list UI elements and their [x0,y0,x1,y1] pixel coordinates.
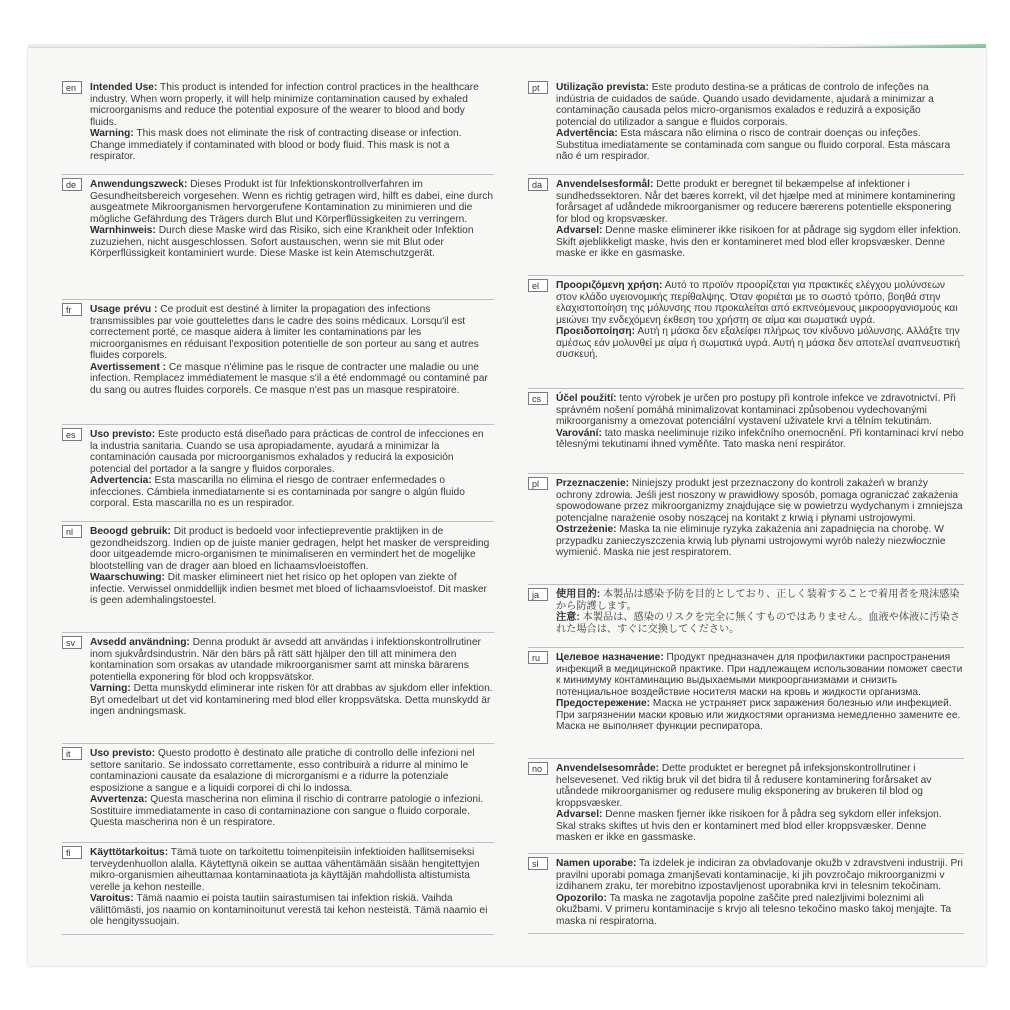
language-entry [62,845,494,935]
intended-use-body: Ta izdelek je indiciran za obvladovanje okužb v zdravstveni industriji. Pri pravilni uporabi pomaga zmanjševati kontaminacije, ki jih povzročajo mikroorganizmi v izdihanem zraku, ter morebitno izpostavljenost uporabnika krvi in telesnim tekočinam. [556,858,963,892]
warning-heading: Advertencia: [90,475,152,486]
language-entry [528,856,964,934]
warning-body: Maska ta nie eliminuje ryzyka zakażenia ani zapadnięcia na chorobę. W przypadku zanieczyszczenia krwią lub płynami ustrojowymi wyrób należy niezwłocznie wymienić. Maska nie jest respiratorem. [556,524,946,558]
intended-use-body: Este produto destina-se a práticas de controlo de infeções na indústria de cuidados de saúde. Quando usado devidamente, ajudará a minimizar a contaminação causada pelos micro-organismos exalados e reduzirá a exposição potencial do utilizador a sangue e fluidos corporais. [556,82,934,128]
warning-body: Detta munskydd eliminerar inte risken för att drabbas av sjukdom eller infektion. Byt omedelbart ut det vid kontaminering med blod eller kroppsvätska. Detta munskydd är ingen andningsmask. [90,683,493,717]
intended-use-body: Este producto está diseñado para prácticas de control de infecciones en la industria sanitaria. Cuando se usa apropiadamente, ayudará a minimizar la contaminación causada por microorganismos exhalados y reducirá la exposición potencial del portador a la sangre y fluidos corporales. [90,429,484,475]
intended-use-heading: Utilização prevista: [556,82,649,93]
warning-body: Ta maska ne zagotavlja popolne zaščite pred nalezljivimi boleznimi ali okužbami. V primeru kontaminacije s krvjo ali telesno tekočino masko takoj menjajte. Ta maska ni respiratorna. [556,892,952,927]
warning-body: Durch diese Maske wird das Risiko, sich eine Krankheit oder Infektion zuzuziehen, nicht ausgeschlossen. Sofort austauschen, wenn sie mit Blut oder Körperflüssigkeit kontaminiert wurde. Diese Maske ist kein Atemschutzgerät. [90,225,474,259]
language-text [90,302,494,402]
language-code-badge: sl [528,857,548,870]
warning-heading: Waarschuwing: [90,572,165,583]
warning-body: Questa mascherina non elimina il rischio di contrarre patologie o infezioni. Sostituire immediatamente in caso di contaminazione con sangue o fluido corporale. Questa mascherina non è un respiratore. [90,794,484,828]
intended-use-heading: Anvendelsesformål: [556,179,654,190]
warning-heading: Varning: [90,683,131,694]
intended-use-body: Questo prodotto è destinato alle pratiche di controllo delle infezioni nel settore sanitario. Se indossato correttamente, esso contribuirà a ridurre al minimo le contaminazioni causate da esalazione di microrganismi e a ridurre la potenziale esposizione a sangue e a liquidi corporei di chi lo indossa. [90,748,475,794]
intended-use-heading: Anvendelsesområde: [556,763,660,774]
language-code-badge: fr [62,303,82,316]
language-code-badge: ja [528,588,548,601]
warning-body: Tämä naamio ei poista tautiin sairastumisen tai infektion riskiä. Vaihda välittömästi, jos naamio on kontaminoitunut verestä tai kehon nesteistä. Tämä naamio ei ole hengityssuojain. [90,893,488,927]
language-code-badge: el [528,279,548,292]
intended-use-body: Αυτό το προϊόν προορίζεται για πρακτικές ελέγχου μολύνσεων στον κλάδο υγειονομικής περίθαλψης. Όταν φοριέται με το σωστό τρόπο, βοηθά στην ελαχιστοποίηση της μόλυνσης που προκαλείται από εκπνεόμενους μικροοργανισμούς και μειώνει την ενδεχόμενη έκθεση του χρήστη σε αίμα και σωματικά υγρά. [556,280,958,326]
language-entry [62,524,494,633]
intended-use-heading: Beoogd gebruik: [90,526,171,537]
language-entry [62,427,494,522]
language-entry [528,476,964,585]
warning-body: Esta máscara não elimina o risco de contrair doenças ou infeções. Substitua imediatamente se contaminada com sangue ou fluido corporal. Esta máscara não é um respirador. [556,128,951,162]
warning-heading: Varování: [556,427,602,439]
warning-heading: Предостережение: [556,698,651,709]
warning-heading: Opozorilo: [556,892,607,904]
language-code-badge: es [62,428,82,441]
warning-body: Маска не устраняет риск заражения болезнью или инфекцией. При загрязнении маски кровью или жидкостями организма немедленно замените ее. Маска не выполняет функции респиратора. [556,698,961,732]
intended-use-heading: Usage prévu : [90,304,158,315]
warning-heading: Advarsel: [556,225,603,236]
language-text [556,761,964,850]
intended-use-heading: Käyttötarkoitus: [90,847,169,858]
intended-use-body: Denna produkt är avsedd att användas i infektionskontrollrutiner inom sjukvårdsindustrin. När den bärs på rätt sätt hjälper den till att minimera den kontamination som orsakas av utandade mikroorganismer samt att minska bärarens potentiella exponering för blod och kroppsvätskor. [90,637,481,683]
left-column [62,80,494,935]
language-code-badge: sv [62,636,82,649]
language-entry [528,761,964,854]
intended-use-body: Ce produit est destiné à limiter la propagation des infections transmissibles par voie gouttelettes dans le cadre des soins médicaux. Lorsqu'il est correctement porté, ce masque aidera à limiter les contaminations par les microorganismes en réduisant l'exposition potentielle de son porteur au sang et autres fluides corporels. [90,304,479,361]
warning-body: Denne masken fjerner ikke risikoen for å pådra seg sykdom eller infeksjon. Skal straks skiftes ut hvis den er kontaminert med blod eller kroppsvæsker. Denne masken er ikke en gassmaske. [556,809,942,843]
language-text [556,587,964,641]
warning-heading: Warnhinweis: [90,225,156,236]
intended-use-body: Niniejszy produkt jest przeznaczony do kontroli zakażeń w branży ochrony zdrowia. Jeśli jest noszony w prawidłowy sposób, pomaga ograniczać zakażenia spowodowane przez mikroorganizmy znajdujące się w powietrzu wydychanym i zmniejsza potencjalne narażenie osoby noszącej na kontakt z krwią i płynami ustrojowymi. [556,478,963,524]
language-text [556,391,964,457]
warning-body: 本製品は、感染のリスクを完全に無くすものではありません。血液や体液に汚染された場合は、すぐに交換してください。 [556,612,960,635]
language-code-badge: pl [528,477,548,490]
warning-heading: Avvertenza: [90,794,148,805]
language-text [90,635,494,724]
intended-use-body: Dit product is bedoeld voor infectiepreventie praktijken in de gezondheidszorg. Indien op de juiste manier gedragen, helpt het masker de verspreiding door uitgeademde micro-organismen te minimaliseren en vermindert het de mogelijke blootstelling van de drager aan bloed en lichaamsvloeistoffen. [90,526,490,572]
warning-heading: Advertência: [556,128,618,139]
language-text [90,80,494,169]
intended-use-heading: 使用目的: [556,589,601,600]
language-entry [62,635,494,744]
language-entry [528,650,964,759]
language-entry [62,80,494,175]
warning-body: Denne maske eliminerer ikke risikoen for at pådrage sig sygdom eller infektion. Skift øjeblikkeligt maske, hvis den er kontamineret med blod eller kropsvæsker. Denne maske er ikke en gasmaske. [556,225,961,259]
warning-heading: Advarsel: [556,809,603,820]
warning-heading: Ostrzeżenie: [556,524,617,535]
language-code-badge: pt [528,81,548,94]
intended-use-body: Dieses Produkt ist für Infektionskontrollverfahren im Gesundheitsbereich vorgesehen. Wenn es richtig getragen wird, hilft es dabei, eine durch ausgeatmete Mikroorganismen hervorgerufene Kontamination zu minimieren und die mögliche Gefährdung des Trägers durch Blut und Körperflüssigkeiten zu verringern. [90,179,494,225]
intended-use-heading: Uso previsto: [90,429,156,440]
intended-use-heading: Intended Use: [90,82,158,93]
language-code-badge: en [62,81,82,94]
language-code-badge: de [62,178,82,191]
language-code-badge: no [528,762,548,775]
language-code-badge: nl [62,525,82,538]
language-text [556,80,964,169]
language-text [556,177,964,266]
intended-use-body: Tämä tuote on tarkoitettu toimenpiteisiin infektioiden hallitsemiseksi terveydenhuollon alalla. Käytettynä oikein se auttaa vähentämään sisään hengitettyjen mikro-organismien aiheuttamaa kontaminaatiota ja käyttäjän mahdollista altistumista verelle ja kehon nesteille. [90,847,480,893]
language-text [556,856,964,933]
warning-body: Dit masker elimineert niet het risico op het oplopen van ziekte of infectie. Verwissel onmiddellijk indien besmet met bloed of lichaamsvloeistof. Dit masker is geen ademhalingstoestel. [90,572,487,606]
language-entry [528,80,964,175]
language-code-badge: cs [528,392,548,405]
intended-use-body: Dette produktet er beregnet på infeksjonskontrollrutiner i helsevesenet. Ved riktig bruk vil det bidra til å redusere kontaminering forårsaket av utåndede mikroorganismer og redusere mulig eksponering av brukeren til blod og kroppsvæsker. [556,763,932,809]
warning-body: This mask does not eliminate the risk of contracting disease or infection. Change immediately if contaminated with blood or body fluid. This mask is not a respirator. [90,128,462,162]
language-entry [62,746,494,843]
language-entry [528,177,964,276]
intended-use-body: tento výrobek je určen pro postupy při kontrole infekce ve zdravotnictví. Při správném nošení pomáhá minimalizovat kontaminaci způsobenou vydechovanými mikroorganismy a omezovat potenciální vystavení uživatele krvi a tělním tekutinám. [556,393,956,427]
warning-body: Αυτή η μάσκα δεν εξαλείφει πλήρως τον κίνδυνο μόλυνσης. Αλλάξτε την αμέσως εάν μολυνθεί με αίμα ή σωματικά υγρά. Αυτή η μάσκα δεν αποτελεί αναπνευστική συσκευή. [556,326,960,360]
intended-use-heading: Namen uporabe: [556,858,637,869]
language-entry [62,302,494,425]
intended-use-heading: Προοριζόμενη χρήση: [556,280,663,291]
warning-heading: 注意: [556,612,580,623]
language-code-badge: da [528,178,548,191]
language-text [90,177,494,266]
language-code-badge: it [62,747,82,760]
intended-use-heading: Przeznaczenie: [556,478,630,489]
language-text [90,845,494,934]
language-entry [62,177,494,300]
language-text [556,476,964,565]
intended-use-body: Dette produkt er beregnet til bekæmpelse af infektioner i sundhedssektoren. Når det bæres korrekt, vil det hjælpe med at minimere kontaminering forårsaget af udåndede mikroorganismer og reducere bærerens potentielle eksponering for blod og kropsvæsker. [556,179,956,225]
language-entry [528,278,964,389]
language-entry [528,587,964,648]
language-code-badge: ru [528,651,548,664]
language-code-badge: fi [62,846,82,859]
right-column [528,80,964,934]
warning-heading: Warning: [90,128,134,139]
intended-use-heading: Avsedd användning: [90,637,190,648]
warning-heading: Προειδοποίηση: [556,326,636,337]
intended-use-heading: Uso previsto: [90,748,156,759]
intended-use-body: 本製品は感染予防を目的としており、正しく装着することで着用者を飛沫感染から防護します。 [556,589,960,612]
language-entry [528,391,964,474]
intended-use-heading: Целевое назначение: [556,652,664,663]
warning-body: tato maska neeliminuje riziko infekčního onemocnění. Při kontaminaci krví nebo tělesnými tekutinami ihned vyměňte. Tato maska není respirátor. [556,427,964,450]
language-text [90,524,494,613]
language-text [90,427,494,516]
intended-use-heading: Anwendungszweck: [90,179,188,190]
intended-use-body: This product is intended for infection control practices in the healthcare industry. When worn properly, it will help minimize contamination caused by exhaled microorganisms and reduce the potential exposure of the wearer to blood and body fluids. [90,82,479,128]
warning-heading: Varoitus: [90,893,134,904]
language-text [90,746,494,835]
intended-use-body: Продукт предназначен для профилактики распространения инфекций в медицинской практике. При надлежащем использовании поможет свести к минимуму контаминацию выдыхаемыми микроорганизмами и снизить потенциальное воздействие носителя маски на кровь и жидкости организма. [556,652,963,698]
warning-body: Esta mascarilla no elimina el riesgo de contraer enfermedades o infecciones. Cámbiela inmediatamente si es contaminada por sangre o algún fluido corporal. Esta mascarilla no es un respirador. [90,475,465,509]
warning-heading: Avertissement : [90,361,167,373]
language-text [556,278,964,367]
warning-body: Ce masque n'élimine pas le risque de contracter une maladie ou une infection. Remplacez immédiatement le masque s'il a été endommagé ou contaminé par du sang ou autres fluides corporels. Ce masque n'est pas un masque respiratoire. [90,361,488,396]
language-text [556,650,964,739]
intended-use-heading: Účel použití: [556,393,617,404]
